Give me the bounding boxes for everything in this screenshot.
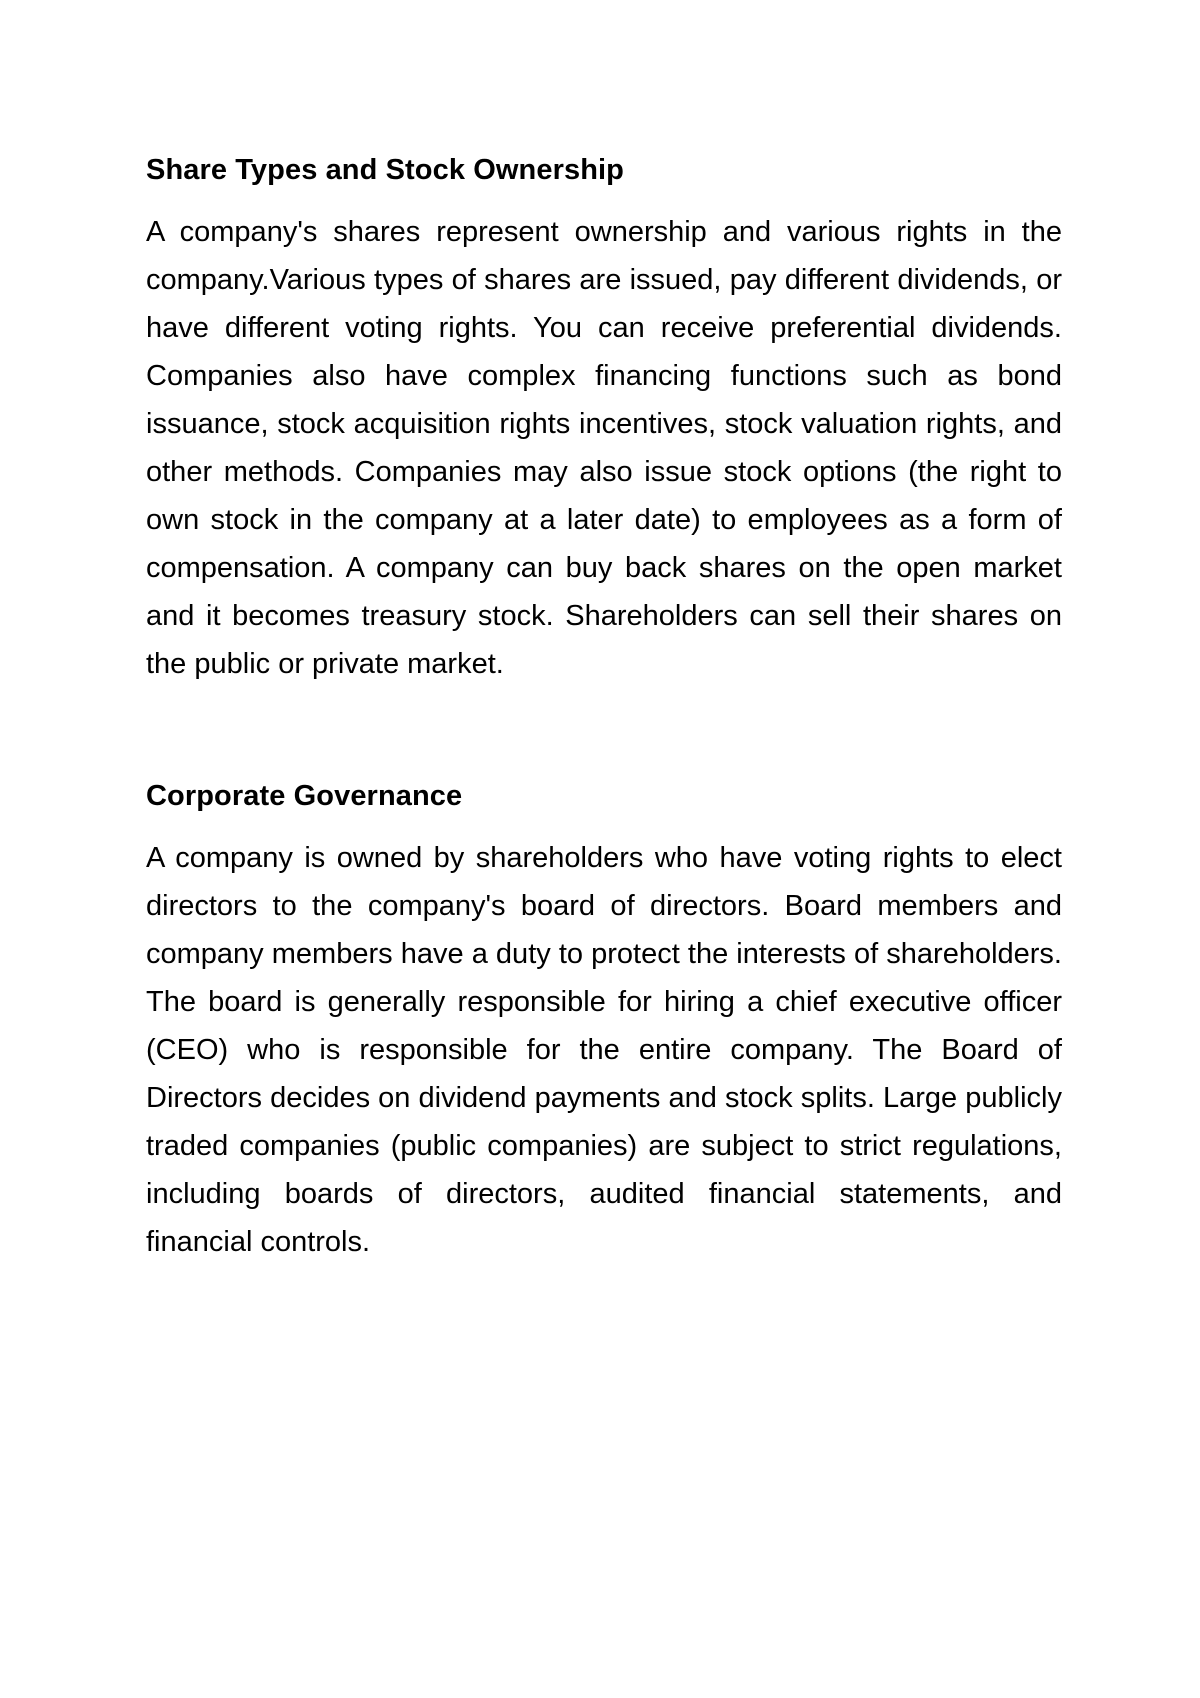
section-paragraph: A company's shares represent ownership and various rights in the company.Various types of shares are issued, pay different dividends, or have different voting rights. You can receive preferential dividends. Companies also have complex financing functions such as bond issuance, stock acquisition rights incentives, stock valuation rights, and other methods. Companies may also issue stock options (the right to own stock in the company at a later date) to employees as a form of compensation. A company can buy back shares on the open market and it becomes treasury stock. Shareholders can sell their shares on the public or private market. <box>146 216 1062 680</box>
document-content <box>146 148 1062 1266</box>
section-share-types <box>146 148 1062 688</box>
section-paragraph: A company is owned by shareholders who have voting rights to elect directors to the company's board of directors. Board members and company members have a duty to protect the interests of shareholders. The board is generally responsible for hiring a chief executive officer (CEO) who is responsible for the entire company. The Board of Directors decides on dividend payments and stock splits. Large publicly traded companies (public companies) are subject to strict regulations, including boards of directors, audited financial statements, and financial controls. <box>146 842 1062 1258</box>
section-heading: Corporate Governance <box>146 780 463 812</box>
section-corporate-governance <box>146 774 1062 1266</box>
section-heading: Share Types and Stock Ownership <box>146 154 624 186</box>
